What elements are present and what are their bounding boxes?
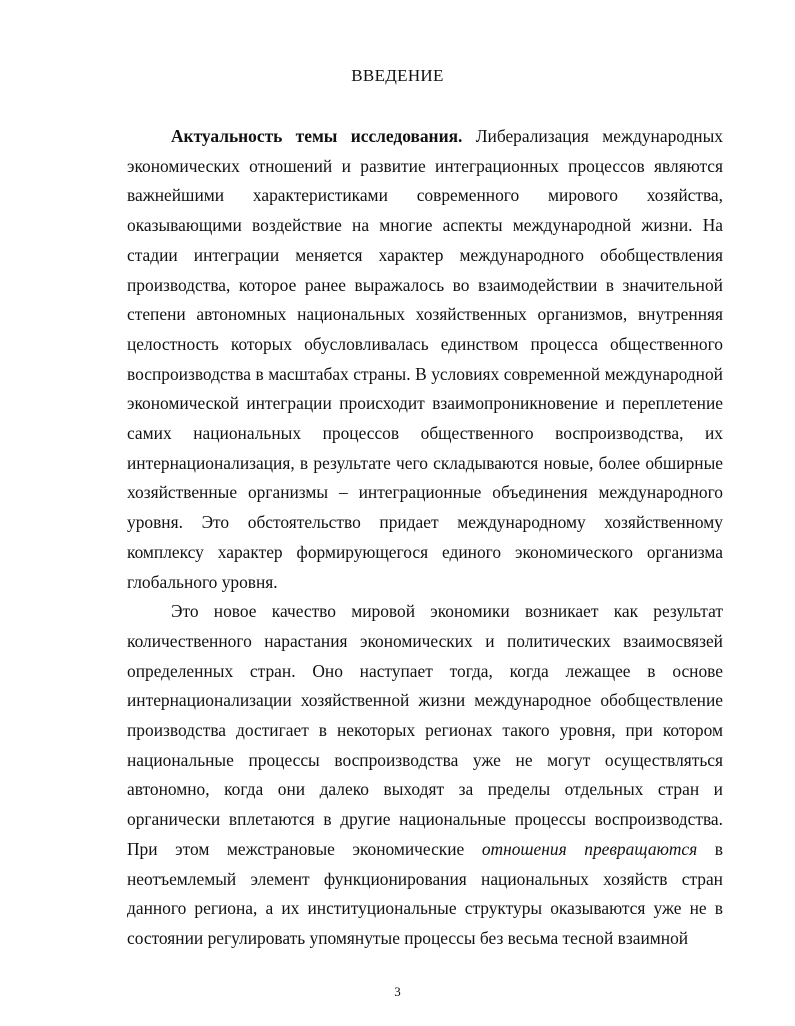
page-number: 3 xyxy=(394,984,401,999)
lead-phrase: Актуальность темы исследования xyxy=(171,126,459,146)
italic-spacer xyxy=(567,839,585,859)
body-text xyxy=(127,122,723,954)
italic-word-relations: отношения xyxy=(481,838,567,859)
paragraph-2 xyxy=(127,597,723,953)
italic-word-become: превращаются xyxy=(584,838,698,859)
page-heading: ВВЕДЕНИЕ xyxy=(351,66,444,85)
lead-period: . xyxy=(458,126,463,146)
paragraph-2-text-end: в неотъемлемый элемент функционирования национальных хозяйств стран данного региона, а их институциональные структуры оказываются уже не в состоянии регулировать упомянутые процессы без весьма тесной взаимной xyxy=(127,838,723,948)
paragraph-1 xyxy=(127,122,723,597)
paragraph-1-text: Либерализация международных экономических отношений и развитие интеграционных процессов являются важнейшими характеристиками современного мирового хозяйства, оказывающими воздействие на многие аспекты международной жизни. На стадии интеграции меняется характер международного обобществления производства, которое ранее выражалось во взаимодействии в значительной степени автономных национальных хозяйственных организмов, внутренняя целостность которых обусловливалась единством процесса общественного воспроизводства в масштабах страны. В условиях современной международной экономической интеграции происходит взаимопроникновение и переплетение самих национальных процессов общественного воспроизводства, их интернационализация, в результате чего складываются новые, более обширные хозяйственные организмы – интеграционные объединения международного уровня. Это обстоятельство придает международному хозяйственному комплексу характер формирующегося единого экономического организма глобального уровня. xyxy=(127,126,723,592)
paragraph-2-text-start: Это новое качество мировой экономики возникает как результат количественного нарастания экономических и политических взаимосвязей определенных стран. Оно наступает тогда, когда лежащее в основе интернационализации хозяйственной жизни международное обобществление производства достигает в некоторых регионах такого уровня, при котором национальные процессы воспроизводства уже не могут осуществляться автономно, когда они далеко выходят за пределы отдельных стран и органически вплетаются в другие национальные процессы воспроизводства. При этом межстрановые экономические xyxy=(127,601,723,859)
